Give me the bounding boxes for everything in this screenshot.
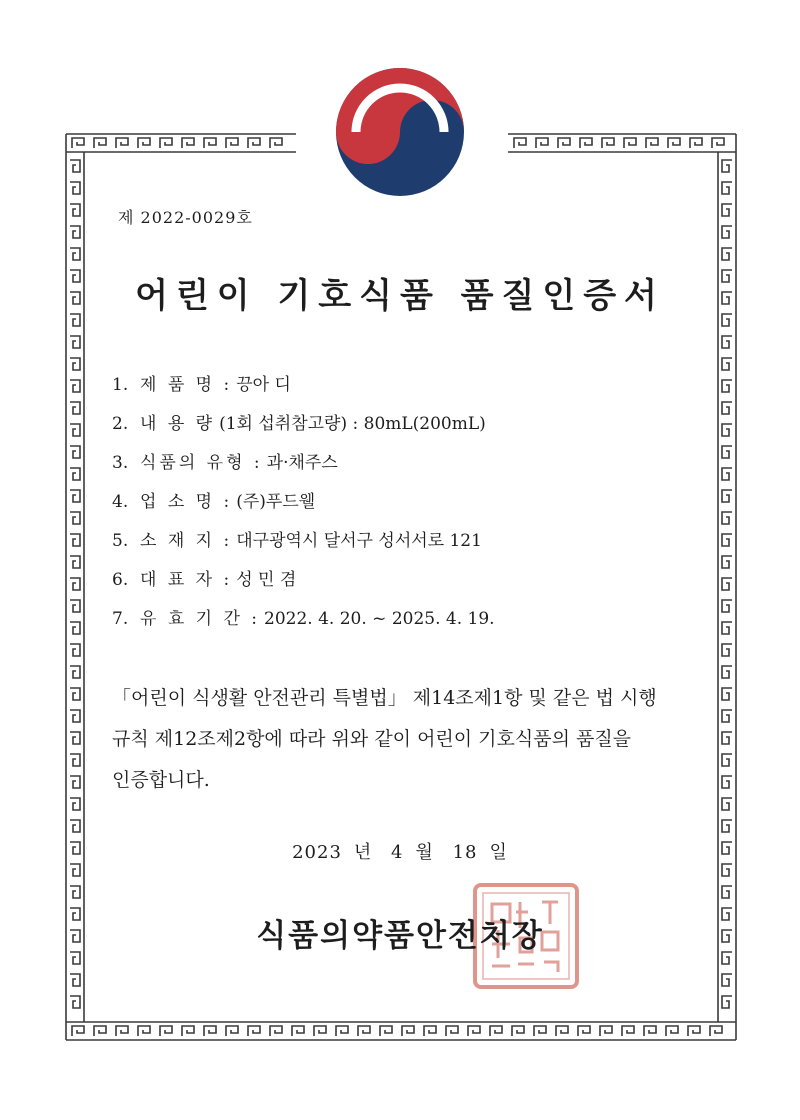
detail-label: 제 품 명 : [140, 375, 233, 395]
detail-label: 유 효 기 간 : [140, 609, 261, 629]
detail-item-representative: 6. 대 표 자 : 성 민 겸 [112, 565, 495, 604]
detail-label: 내 용 량 [140, 414, 216, 434]
detail-item-food-type: 3. 식품의 유형 : 과·채주스 [112, 448, 495, 487]
detail-label: 대 표 자 : [140, 570, 233, 590]
detail-value: (1회 섭취참고량) : 80mL(200mL) [219, 414, 486, 434]
detail-label: 식품의 유형 : [140, 453, 263, 473]
statement-line: 인증합니다. [112, 769, 210, 791]
detail-value: 성 민 겸 [236, 570, 297, 590]
issue-date: 2023 년 4 월 18 일 [292, 842, 508, 863]
detail-item-validity: 7. 유 효 기 간 : 2022. 4. 20. ~ 2025. 4. 19. [112, 604, 495, 643]
certification-statement [112, 678, 702, 801]
page-title: 어린이 기호식품 품질인증서 [135, 276, 665, 316]
detail-value: 대구광역시 달서구 성서서로 121 [236, 531, 482, 551]
detail-value: 끙아 디 [236, 375, 291, 395]
certificate-details [112, 370, 495, 643]
detail-value: (주)푸드웰 [236, 492, 316, 512]
detail-value: 2022. 4. 20. ~ 2025. 4. 19. [264, 609, 495, 629]
detail-item-volume: 2. 내 용 량 (1회 섭취참고량) : 80mL(200mL) [112, 409, 495, 448]
detail-label: 소 재 지 : [140, 531, 233, 551]
issuer-name: 식품의약품안전처장 [256, 918, 544, 954]
detail-item-company: 4. 업 소 명 : (주)푸드웰 [112, 487, 495, 526]
detail-label: 업 소 명 : [140, 492, 233, 512]
government-emblem-logo [334, 66, 466, 198]
certificate-number: 제 2022-0029호 [118, 208, 253, 227]
statement-line: 규칙 제12조제2항에 따라 위와 같이 어린이 기호식품의 품질을 [112, 728, 632, 750]
detail-value: 과·채주스 [266, 453, 338, 473]
statement-line: 「어린이 식생활 안전관리 특별법」 제14조제1항 및 같은 법 시행 [112, 687, 657, 709]
detail-item-address: 5. 소 재 지 : 대구광역시 달서구 성서서로 121 [112, 526, 495, 565]
detail-item-product: 1. 제 품 명 : 끙아 디 [112, 370, 495, 409]
